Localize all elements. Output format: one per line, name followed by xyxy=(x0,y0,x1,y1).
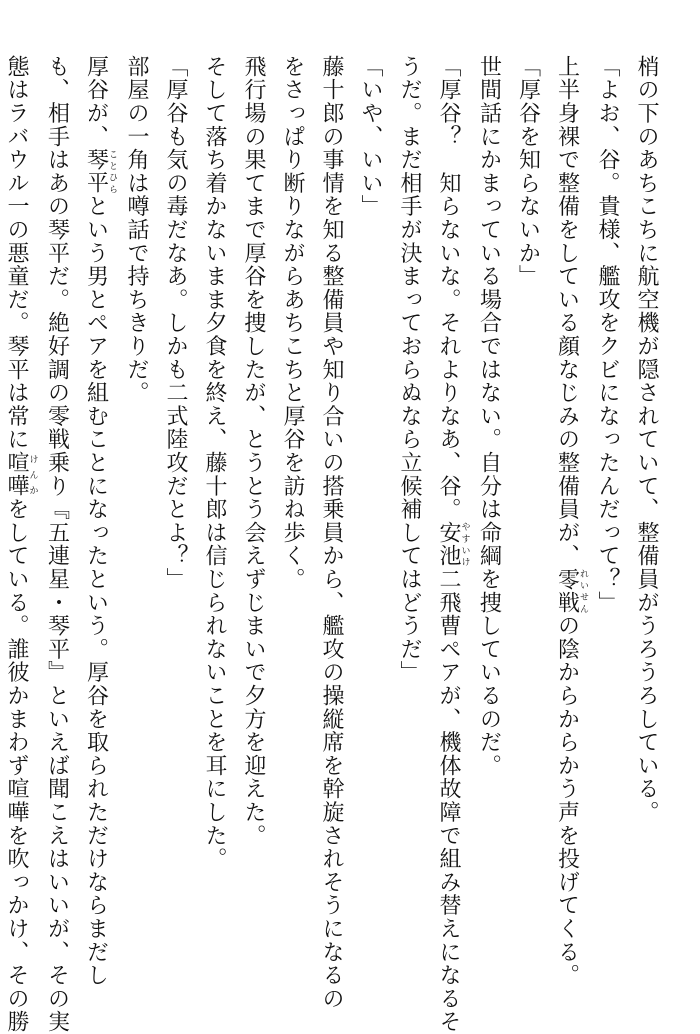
ruby-base: 安池 xyxy=(436,521,461,568)
ruby-kotohira xyxy=(83,148,117,195)
vertical-text-body xyxy=(4,55,666,1034)
ruby-reading: れいせん xyxy=(578,567,588,615)
line-text: 飛行場の果てまで厚谷を捜したが、とうとう会えずじまいで夕方を迎えた。 xyxy=(241,55,266,848)
text-line-4 xyxy=(509,55,548,985)
ruby-yasuike xyxy=(436,521,470,568)
text-line-9 xyxy=(312,55,351,1011)
ruby-reisen xyxy=(554,567,588,615)
ruby-reading: やすいけ xyxy=(459,521,470,568)
line-text: 梢の下のあちこちに航空機が隠されていて、整備員がうろうろしている。 xyxy=(634,55,659,824)
text-line-3 xyxy=(548,55,589,988)
line-text: 「いや、いい」 xyxy=(358,55,383,219)
line-text-before: 態はラバウル一の悪童だ。琴平は常に xyxy=(4,55,29,452)
line-text: 「よお、谷。貴様、艦攻をクビになったんだって？」 xyxy=(595,55,620,615)
ruby-reading: ことひら xyxy=(107,148,117,195)
text-line-17 xyxy=(0,55,38,1034)
text-line-15 xyxy=(77,55,118,988)
line-text-before: 「厚谷？ 知らないな。それよりなあ、谷。 xyxy=(436,55,461,521)
text-line-2 xyxy=(588,55,627,985)
text-line-1 xyxy=(627,55,666,985)
text-line-13 xyxy=(156,55,195,985)
text-line-11 xyxy=(234,55,273,985)
line-text: 藤十郎の事情を知る整備員や知り合いの搭乗員から、艦攻の操縦席を幹旋されそうになるの xyxy=(319,55,344,1011)
line-text: も、相手はあの琴平だ。絶好調の零戦乗り『五連星・琴平』といえば聞こえはいいが、その実 xyxy=(44,55,70,1034)
line-text: 世間話にかまっている場合ではない。自分は命綱を捜しているのだ。 xyxy=(476,55,502,778)
text-line-16 xyxy=(38,55,77,1034)
line-text: をさっぱり断りながらあちこちと厚谷を訪ね歩く。 xyxy=(280,55,305,591)
line-text-before: 厚谷が、 xyxy=(83,55,109,149)
ruby-base: 零戦 xyxy=(554,567,580,615)
text-line-5 xyxy=(470,55,509,985)
line-text: うだ。まだ相手が決まっておらぬなら立候補してはどうだ」 xyxy=(397,55,422,685)
text-line-6 xyxy=(429,55,470,1034)
ruby-kenka xyxy=(4,451,38,498)
line-text: 部屋の一角は噂話で持ちきりだ。 xyxy=(124,55,149,405)
line-text: 「厚谷も気の毒だなあ。しかも二式陸攻だとよ？」 xyxy=(163,55,188,591)
line-text: そして落ち着かないまま夕食を終え、藤十郎は信じられないことを耳にした。 xyxy=(202,55,227,871)
line-text-before: 上半身裸で整備をしている顔なじみの整備員が、 xyxy=(554,55,580,568)
line-text-after: の陰からからかう声を投げてくる。 xyxy=(554,614,580,988)
text-line-8 xyxy=(351,55,390,985)
text-line-7 xyxy=(390,55,429,985)
ruby-base: 喧嘩 xyxy=(4,451,29,498)
text-line-14 xyxy=(117,55,156,985)
ruby-reading: けんか xyxy=(27,451,38,498)
line-text-after: をしている。誰彼かまわず喧嘩を吹っかけ、その勝 xyxy=(4,497,29,1034)
ruby-base: 琴平 xyxy=(83,148,109,195)
text-line-10 xyxy=(273,55,312,985)
line-text: 「厚谷を知らないか」 xyxy=(515,55,541,288)
text-line-12 xyxy=(195,55,234,985)
line-text-after: 二飛曹ペアが、機体故障で組み替えになるそ xyxy=(436,567,461,1034)
line-text-after: という男とペアを組むことになったという。厚谷を取られただけならまだし xyxy=(83,194,109,988)
